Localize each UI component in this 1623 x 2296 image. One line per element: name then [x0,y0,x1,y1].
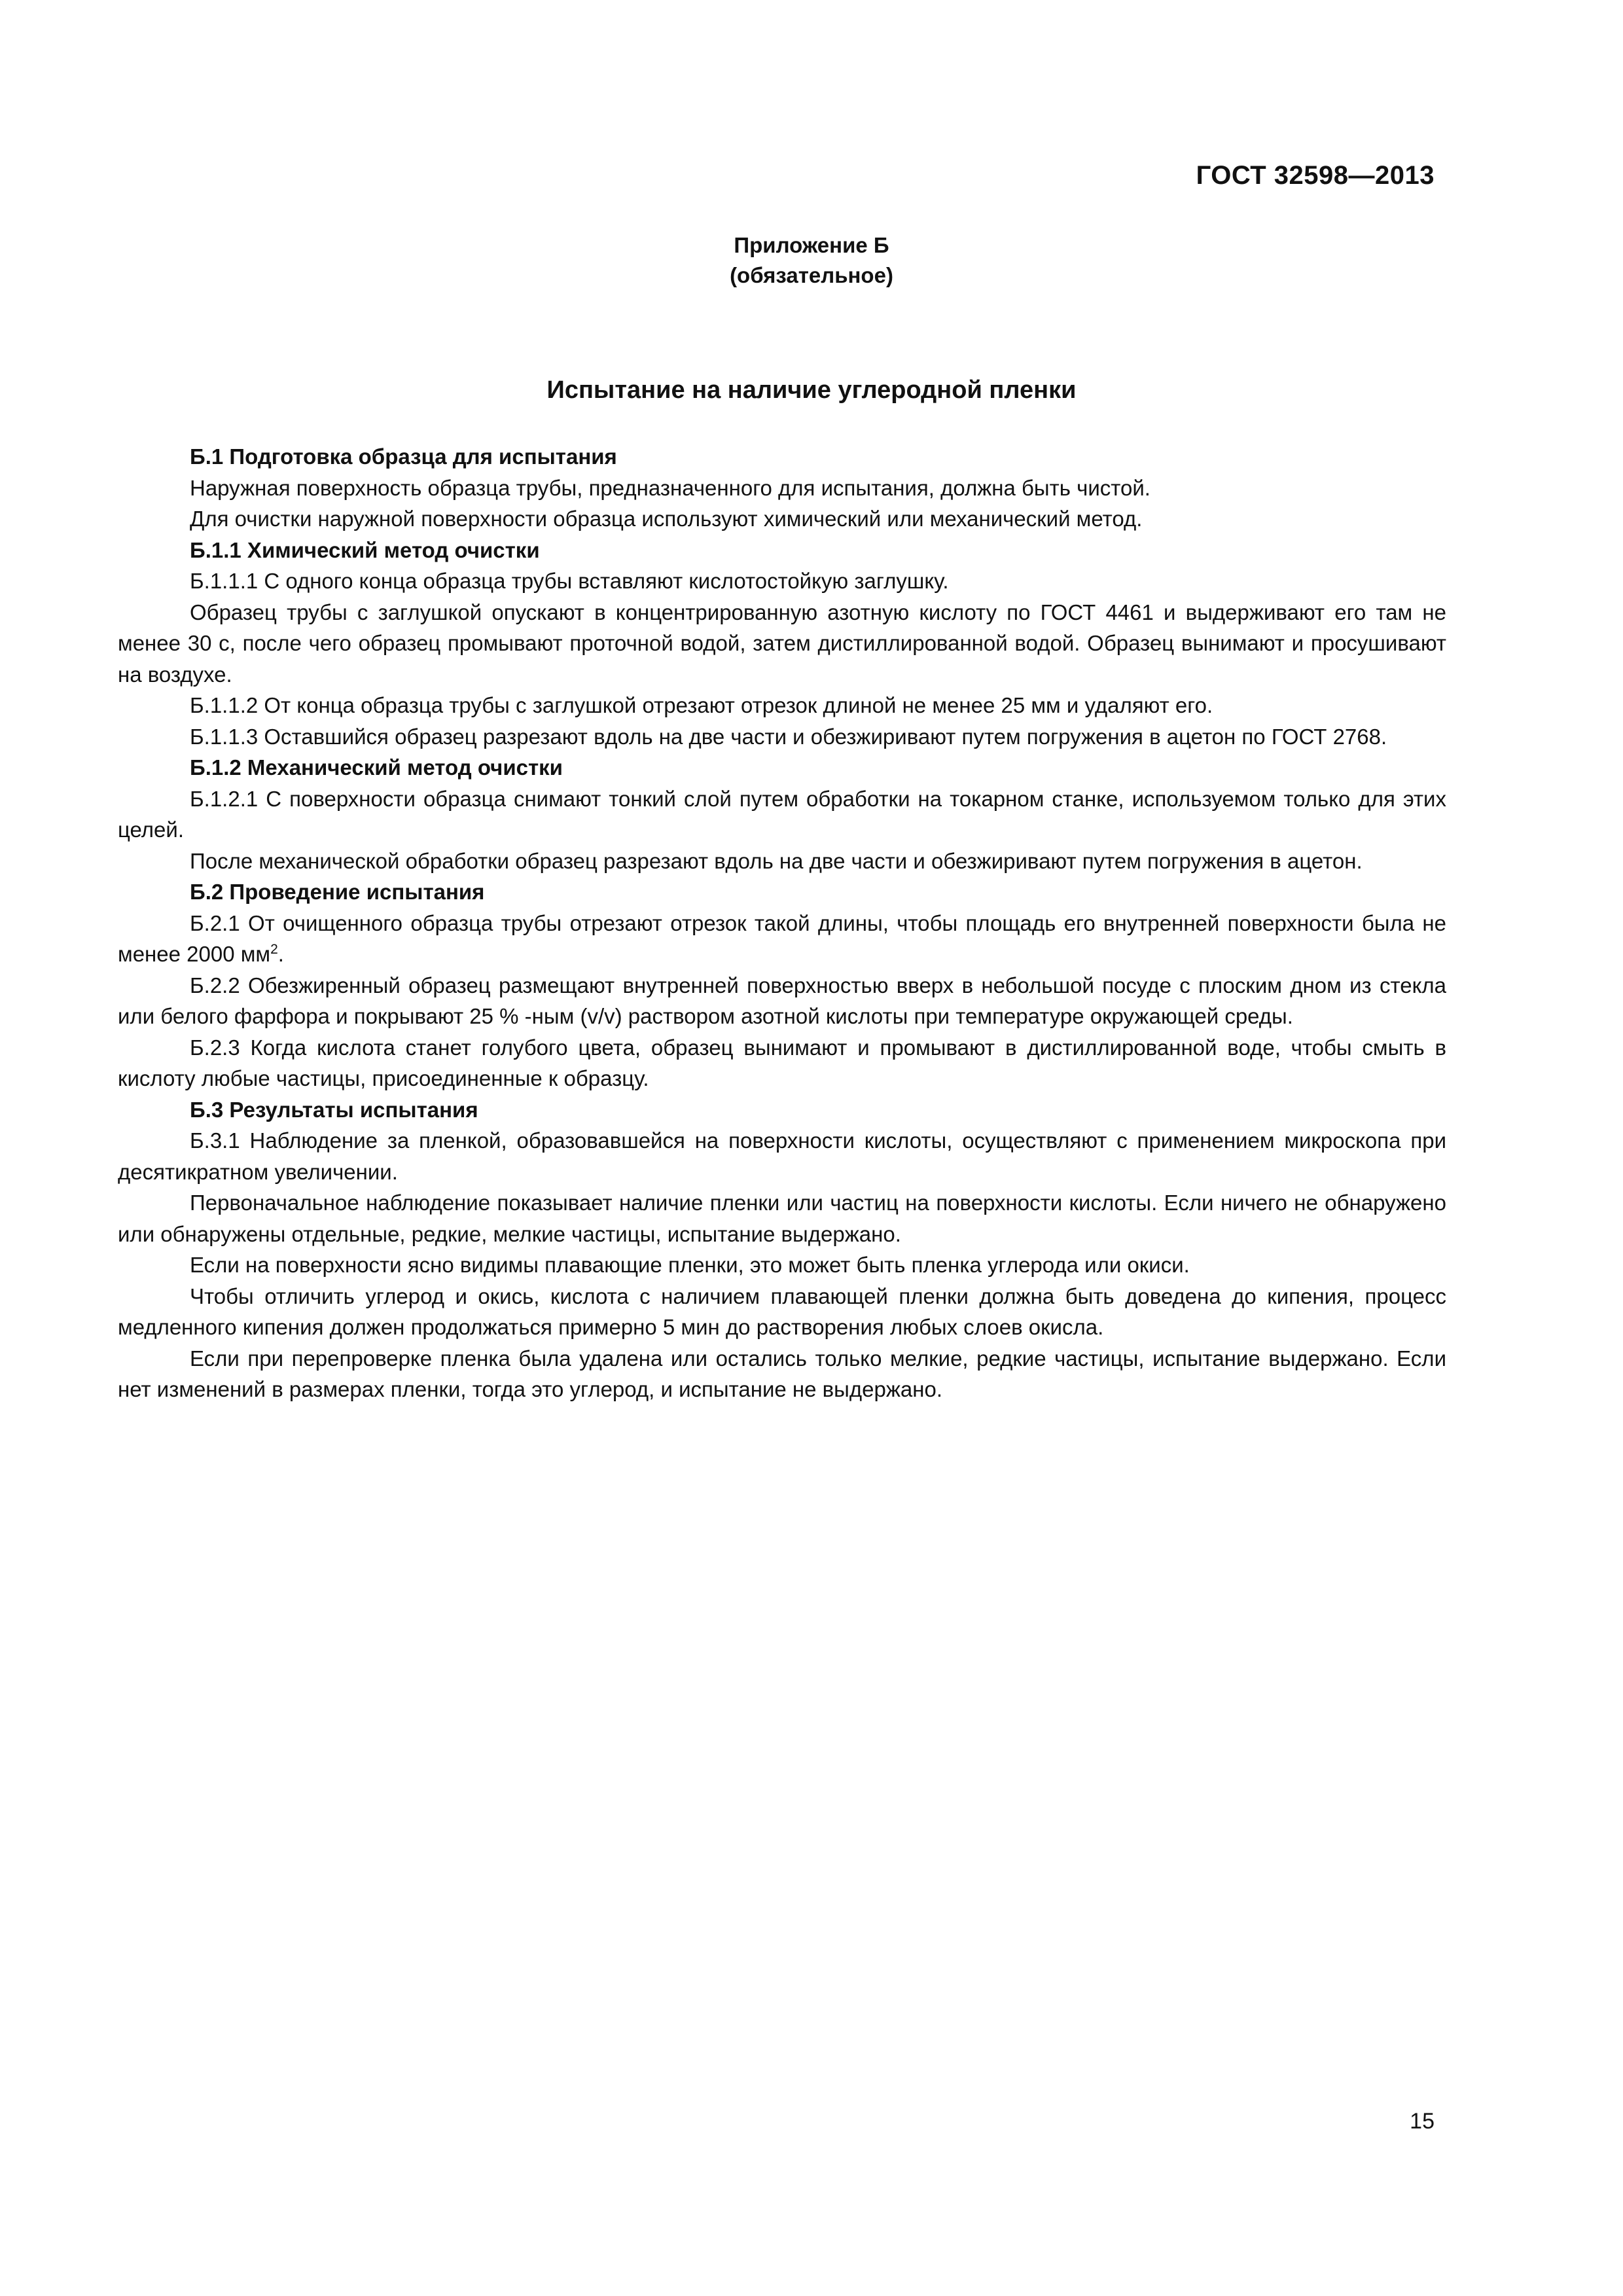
paragraph: Б.2.3 Когда кислота станет голубого цвета, образец вынимают и промывают в дистиллированной воде, чтобы смыть в кислоту любые частицы, присоединенные к образцу. [118,1035,1446,1090]
paragraph: Б.1.1.2 От конца образца трубы с заглушкой отрезают отрезок длиной не менее 25 мм и удаляют его. [190,693,1213,717]
paragraph: Чтобы отличить углерод и окись, кислота с наличием плавающей пленки должна быть доведена до кипения, процесс медленного кипения должен продолжаться примерно 5 мин до растворения любых слоев окисла. [118,1283,1446,1339]
paragraph: Б.1.1.3 Оставшийся образец разрезают вдоль на две части и обезжиривают путем погружения в ацетон по ГОСТ 2768. [190,724,1387,749]
paragraph [118,908,1446,970]
paragraph: Б.1.2.1 С поверхности образца снимают тонкий слой путем обработки на токарном станке, используемом только для этих целей. [118,786,1446,842]
appendix-title: Приложение Б [734,233,889,257]
main-title: Испытание на наличие углеродной пленки [546,376,1077,404]
section-heading-b11: Б.1.1 Химический метод очистки [190,537,540,562]
section-heading-b1: Б.1 Подготовка образца для испытания [190,444,617,469]
document-number: ГОСТ 32598—2013 [1196,161,1435,190]
paragraph: Для очистки наружной поверхности образца используют химический или механический метод. [190,507,1143,531]
section-heading-b12: Б.1.2 Механический метод очистки [190,755,563,780]
paragraph: Первоначальное наблюдение показывает наличие пленки или частиц на поверхности кислоты. Если ничего не обнаружено или обнаружены отдельные, редкие, мелкие частицы, испытание выдержано. [118,1191,1446,1246]
superscript: 2 [270,942,278,957]
section-heading-b3: Б.3 Результаты испытания [190,1097,478,1122]
body-text [118,441,1446,1405]
paragraph: Образец трубы с заглушкой опускают в концентрированную азотную кислоту по ГОСТ 4461 и выдерживают его там не менее 30 с, после чего образец промывают проточной водой, затем дистиллированной водой. Образец вынимают и просушивают на воздухе. [118,600,1446,687]
page-number: 15 [1410,2109,1435,2134]
appendix-status: (обязательное) [730,263,893,287]
paragraph: Б.2.2 Обезжиренный образец размещают внутренней поверхностью вверх в небольшой посуде с плоским дном из стекла или белого фарфора и покрывают 25 % -ным (v/v) раствором азотной кислоты при температуре окружающей среды. [118,973,1446,1028]
paragraph-text: Б.2.1 От очищенного образца трубы отрезают отрезок такой длины, чтобы площадь его внутренней поверхности была не менее 2000 мм [118,910,1446,966]
appendix-block [0,230,1623,291]
paragraph: Б.3.1 Наблюдение за пленкой, образовавшейся на поверхности кислоты, осуществляют с применением микроскопа при десятикратном увеличении. [118,1128,1446,1184]
paragraph-text: . [277,942,284,966]
paragraph: После механической обработки образец разрезают вдоль на две части и обезжиривают путем погружения в ацетон. [190,848,1363,873]
paragraph: Если при перепроверке пленка была удалена или остались только мелкие, редкие частицы, испытание выдержано. Если нет изменений в размерах пленки, тогда это углерод, и испытание не выдержано. [118,1346,1446,1401]
paragraph: Если на поверхности ясно видимы плавающие пленки, это может быть пленка углерода или окиси. [190,1253,1190,1277]
section-heading-b2: Б.2 Проведение испытания [190,880,485,904]
paragraph: Наружная поверхность образца трубы, предназначенного для испытания, должна быть чистой. [190,475,1150,500]
paragraph: Б.1.1.1 С одного конца образца трубы вставляют кислотостойкую заглушку. [190,569,949,593]
